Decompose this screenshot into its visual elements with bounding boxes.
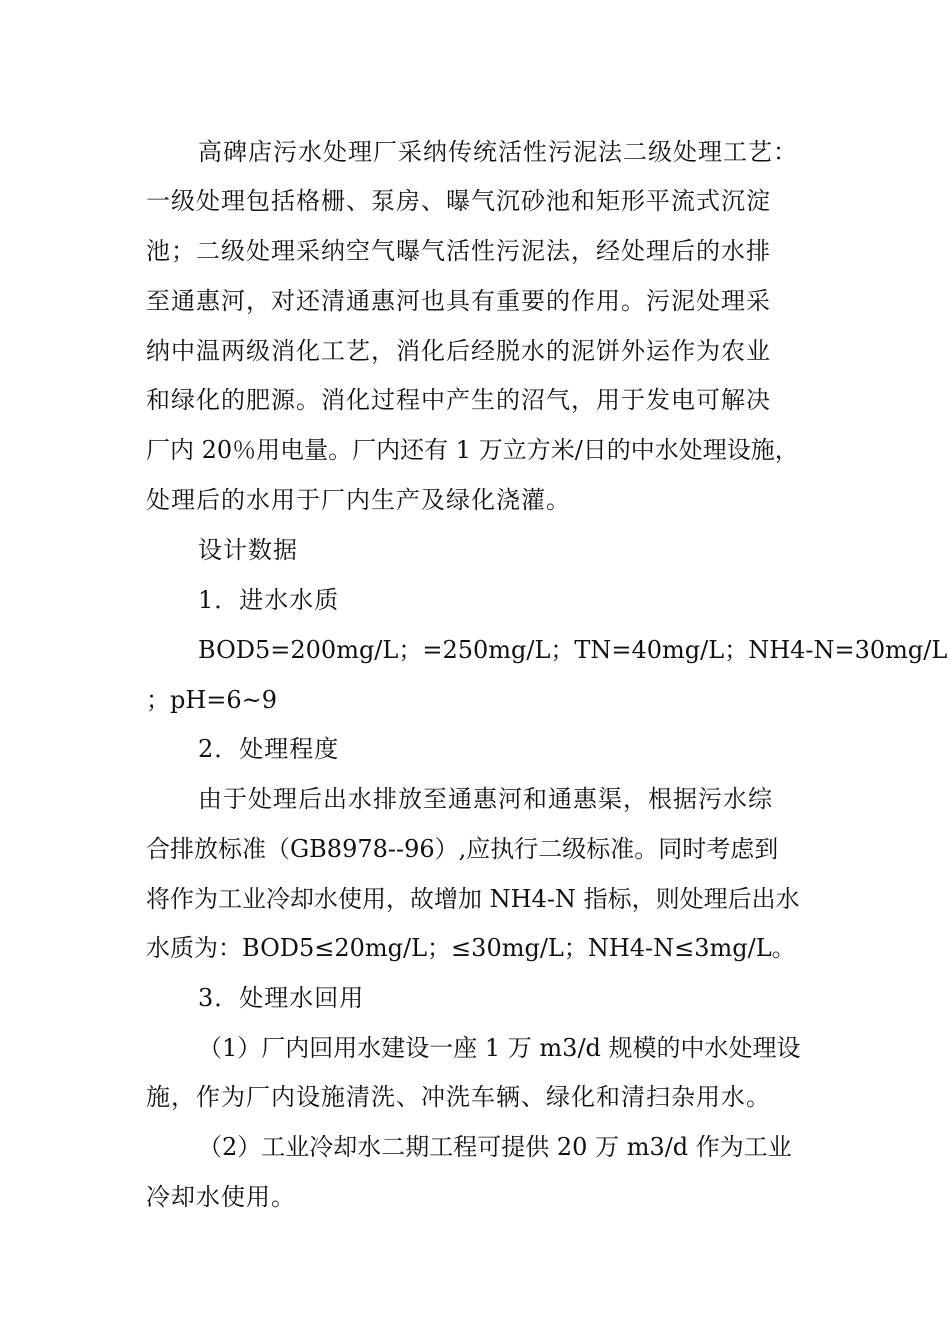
influent-quality-line-1: BOD5=200mg/L；=250mg/L；TN=40mg/L；NH4-N=30mg/L: [198, 636, 948, 664]
treatment-degree-line-4: 水质为：BOD5≤20mg/L；≤30mg/L；NH4-N≤3mg/L。: [146, 934, 796, 962]
treatment-degree-line-1: 由于处理后出水排放至通惠河和通惠渠，根据污水综: [198, 785, 773, 813]
intro-line-8: 处理后的水用于厂内生产及绿化浇灌。: [146, 486, 571, 514]
treatment-degree-line-3: 将作为工业冷却水使用，故增加 NH4-N 指标，则处理后出水: [146, 885, 800, 913]
intro-line-2: 一级处理包括格栅、泵房、曝气沉砂池和矩形平流式沉淀: [146, 187, 771, 215]
intro-line-7: 厂内 20％用电量。厂内还有 1 万立方米/日的中水处理设施，: [146, 436, 799, 464]
intro-line-3: 池；二级处理采纳空气曝气活性污泥法，经处理后的水排: [146, 237, 771, 265]
treatment-degree-line-2: 合排放标准（GB8978--96）,应执行二级标准。同时考虑到: [146, 835, 779, 863]
section3-heading: 3．处理水回用: [198, 984, 365, 1012]
reuse-item1-line-1: （1）厂内回用水建设一座 1 万 m3/d 规模的中水处理设: [198, 1034, 801, 1062]
intro-line-5: 纳中温两级消化工艺，消化后经脱水的泥饼外运作为农业: [146, 337, 771, 365]
reuse-item2-line-1: （2）工业冷却水二期工程可提供 20 万 m3/d 作为工业: [198, 1133, 792, 1161]
intro-line-6: 和绿化的肥源。消化过程中产生的沼气，用于发电可解决: [146, 386, 771, 414]
reuse-item2-line-2: 冷却水使用。: [146, 1183, 296, 1211]
design-data-heading: 设计数据: [198, 536, 298, 564]
section2-heading: 2．处理程度: [198, 735, 340, 763]
section1-heading: 1．进水水质: [198, 586, 340, 614]
intro-line-4: 至通惠河，对还清通惠河也具有重要的作用。污泥处理采: [146, 287, 771, 315]
reuse-item1-line-2: 施，作为厂内设施清洗、冲洗车辆、绿化和清扫杂用水。: [146, 1083, 771, 1111]
intro-line-1: 高碑店污水处理厂采纳传统活性污泥法二级处理工艺：: [198, 138, 798, 166]
influent-quality-line-2: ；pH=6~9: [146, 686, 278, 714]
